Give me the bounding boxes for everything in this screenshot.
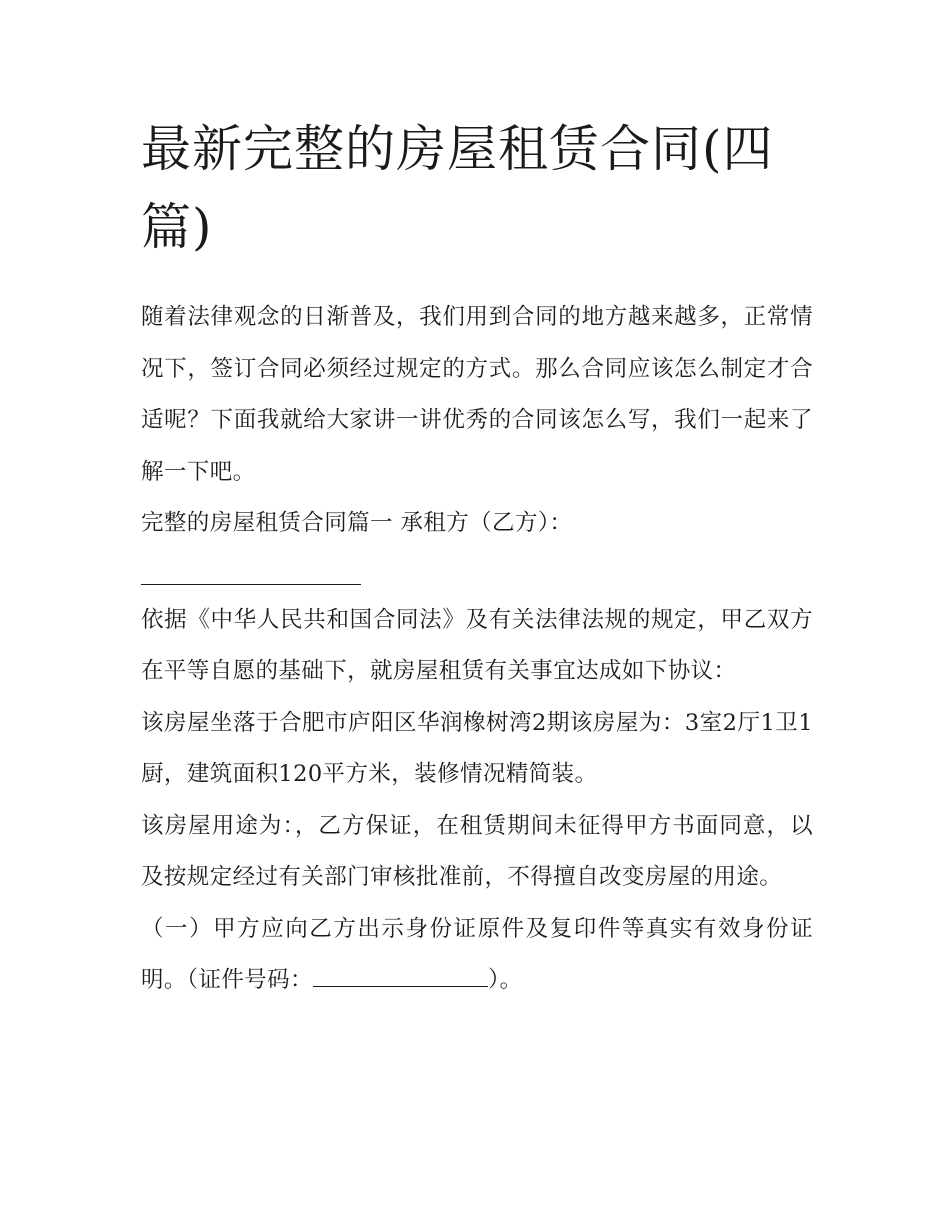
- basis-paragraph: 依据《中华人民共和国合同法》及有关法律法规的规定，甲乙双方在平等自愿的基础下，就房屋租赁有关事宜达成如下协议：: [141, 606, 813, 684]
- document-title: 最新完整的房屋租赁合同(四篇): [141, 120, 774, 256]
- id-number-blank: [313, 960, 488, 987]
- section-heading: 完整的房屋租赁合同篇一 承租方（乙方）：: [141, 510, 573, 536]
- id-proof-paragraph: [141, 904, 813, 1007]
- tenant-name-blank: [141, 550, 361, 585]
- id-proof-text: （一）甲方应向乙方出示身份证原件及复印件等真实有效身份证明。（证件号码：: [141, 915, 813, 993]
- usage-paragraph: 该房屋用途为：，乙方保证，在租赁期间未征得甲方书面同意，以及按规定经过有关部门审核批准前，不得擅自改变房屋的用途。: [141, 812, 813, 890]
- id-proof-end: ）。: [487, 967, 523, 993]
- intro-paragraph: 随着法律观念的日渐普及，我们用到合同的地方越来越多，正常情况下，签订合同必须经过规定的方式。那么合同应该怎么制定才合适呢？下面我就给大家讲一讲优秀的合同该怎么写，我们一起来了解一下吧。: [141, 304, 813, 485]
- location-paragraph: 该房屋坐落于合肥市庐阳区华润橡树湾2期该房屋为：3室2厅1卫1厨，建筑面积120平方米，装修情况精简装。: [141, 709, 813, 787]
- paragraphs: [141, 292, 813, 1007]
- document-body: [141, 110, 813, 1007]
